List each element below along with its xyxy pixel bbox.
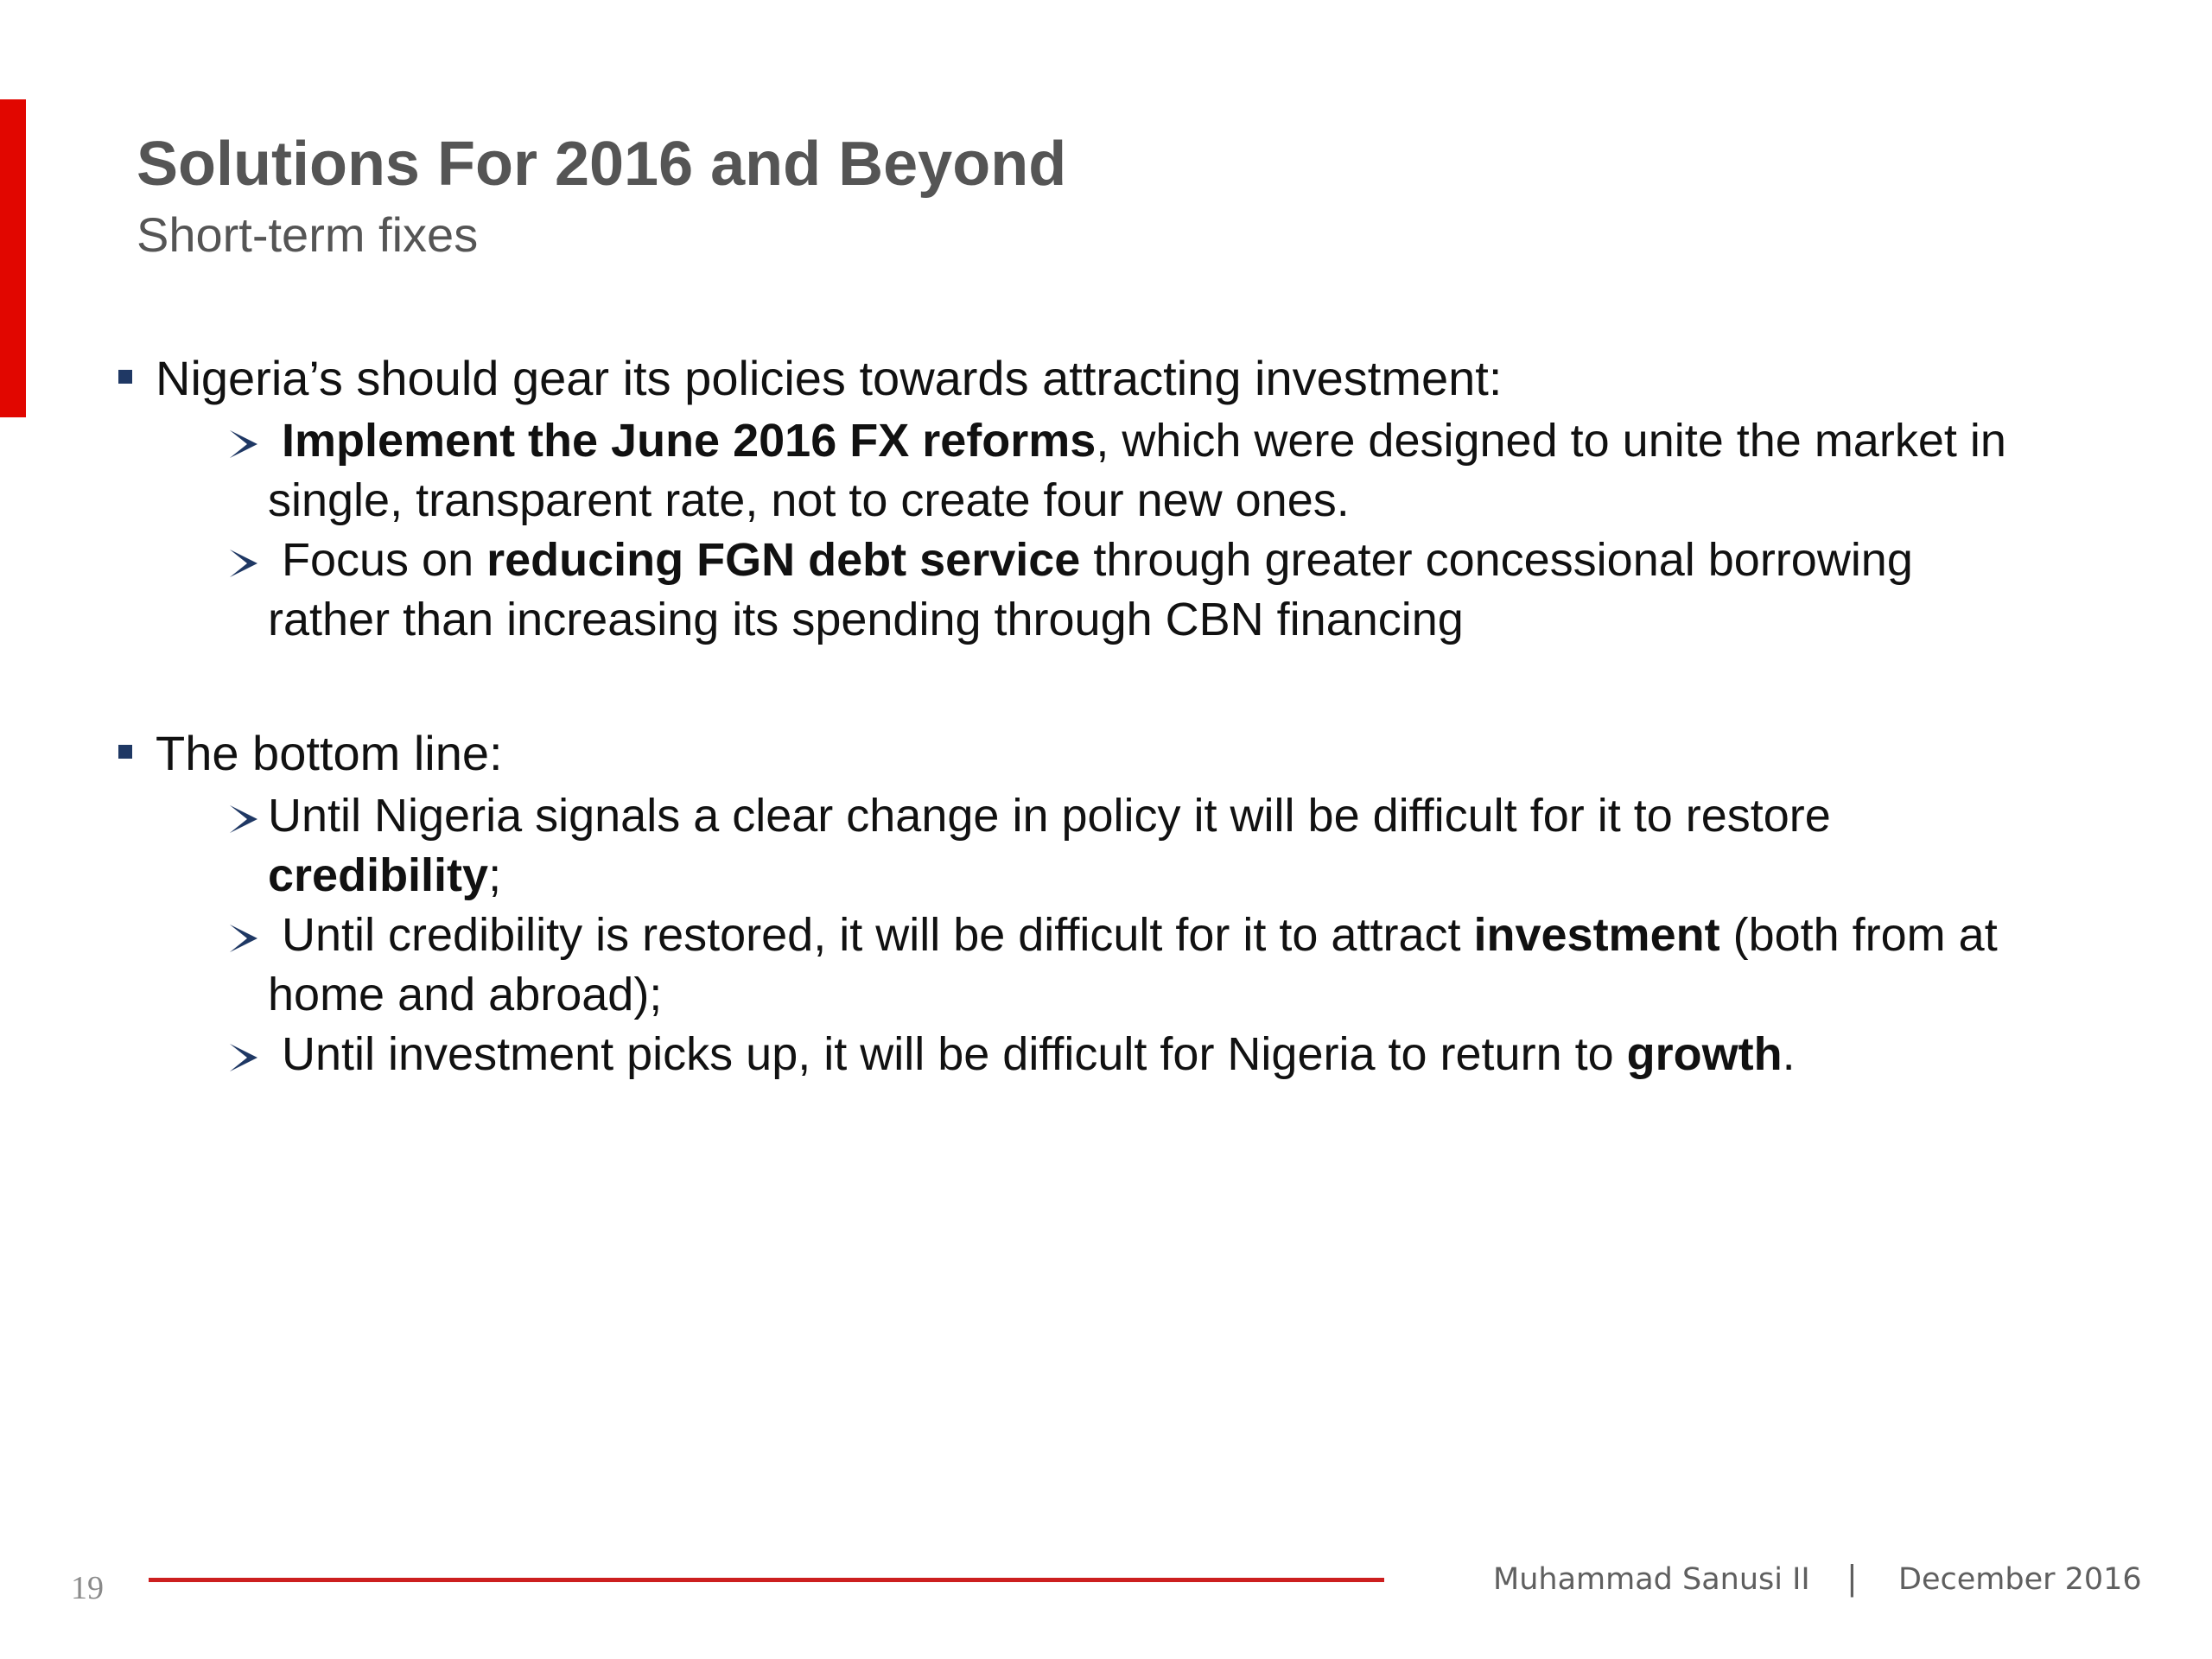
- footer-date: December 2016: [1898, 1562, 2142, 1597]
- regular-text: through greater concessional borrowing: [1080, 534, 1913, 586]
- slide-title: Solutions For 2016 and Beyond: [137, 130, 1067, 199]
- regular-text: rather than increasing its spending through CBN financing: [268, 594, 1464, 645]
- sub-bullet-line: [268, 471, 2152, 531]
- sub-bullet-line: [268, 965, 2152, 1025]
- square-bullet-icon: [118, 370, 132, 384]
- sub-bullet-debt-service: [0, 531, 2152, 650]
- sub-bullet-fx-reforms: [0, 411, 2152, 531]
- main-bullet-row: [0, 724, 2212, 786]
- main-bullet-row: [0, 349, 2212, 411]
- sub-bullet-line: [282, 411, 2152, 471]
- regular-text: home and abroad);: [268, 969, 663, 1020]
- sub-bullet-line: [268, 846, 2152, 906]
- footer-separator: |: [1847, 1559, 1858, 1597]
- slide-subtitle: Short-term fixes: [137, 207, 479, 262]
- main-bullet-text: Nigeria’s should gear its policies towards attracting investment:: [156, 351, 1503, 405]
- arrow-bullet-icon: [226, 1040, 261, 1075]
- sub-bullet-credibility: [0, 786, 2152, 906]
- arrow-bullet-icon: [226, 546, 261, 581]
- regular-text: (both from at: [1719, 909, 1998, 961]
- emphasized-text: growth: [1626, 1028, 1783, 1080]
- main-bullet-text: The bottom line:: [156, 726, 503, 780]
- page-number: 19: [71, 1570, 104, 1606]
- sub-bullet-growth: [0, 1025, 2152, 1084]
- square-bullet-icon: [118, 745, 132, 759]
- bullet-section-investment: [0, 349, 2212, 650]
- sub-bullet-line: [282, 906, 2152, 965]
- regular-text: Until investment picks up, it will be difficult for Nigeria to return to: [282, 1028, 1627, 1080]
- emphasized-text: investment: [1473, 909, 1720, 961]
- sub-bullet-line: [282, 1025, 2152, 1084]
- sub-bullet-line: [268, 786, 2152, 846]
- sub-bullet-list: [0, 786, 2212, 1084]
- regular-text: single, transparent rate, not to create four new ones.: [268, 474, 1350, 526]
- emphasized-text: credibility: [268, 849, 489, 901]
- arrow-bullet-icon: [226, 427, 261, 461]
- emphasized-text: reducing FGN debt service: [486, 534, 1081, 586]
- regular-text: Until credibility is restored, it will be difficult for it to attract: [282, 909, 1474, 961]
- regular-text: .: [1782, 1028, 1796, 1080]
- regular-text: ;: [488, 849, 502, 901]
- regular-text: , which were designed to unite the market in: [1096, 415, 2006, 467]
- bullet-section-bottom-line: [0, 724, 2212, 1084]
- footer-divider-line: [149, 1578, 1384, 1582]
- regular-text: Until Nigeria signals a clear change in policy it will be difficult for it to restore: [268, 790, 1831, 842]
- regular-text: Focus on: [282, 534, 487, 586]
- sub-bullet-line: [282, 531, 2152, 590]
- arrow-bullet-icon: [226, 921, 261, 956]
- sub-bullet-list: [0, 411, 2212, 650]
- footer-author: Muhammad Sanusi II: [1493, 1562, 1810, 1597]
- sub-bullet-investment: [0, 906, 2152, 1025]
- arrow-bullet-icon: [226, 802, 261, 836]
- sub-bullet-line: [268, 590, 2152, 650]
- emphasized-text: Implement the June 2016 FX reforms: [282, 415, 1096, 467]
